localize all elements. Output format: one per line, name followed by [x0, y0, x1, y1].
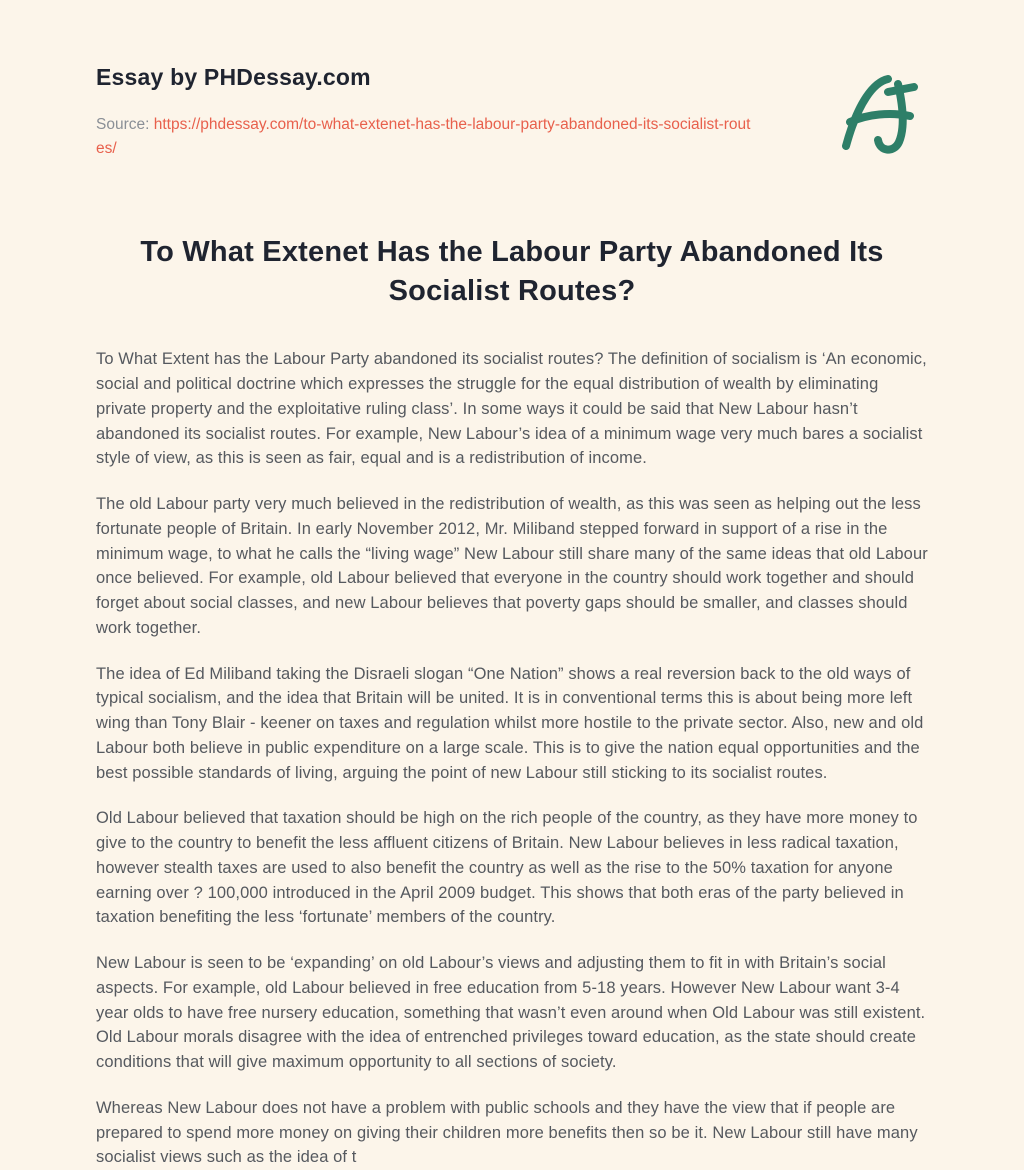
essay-paragraph: Old Labour believed that taxation should be high on the rich people of the country, as they have more money to give to the country to benefit the less affluent citizens of Britain. New Labour believes in less radical taxation, however stealth taxes are used to also benefit the country as well as the rise to the 50% taxation for anyone earning over ? 100,000 introduced in the April 2009 budget. This shows that both eras of the party believed in taxation benefiting the less ‘fortunate’ members of the country. [96, 809, 918, 927]
source-line [96, 113, 756, 161]
essay-title: To What Extenet Has the Labour Party Abandoned Its Socialist Routes? [140, 236, 884, 308]
essay-paragraph: New Labour is seen to be ‘expanding’ on old Labour’s views and adjusting them to fit in with Britain’s social aspects. For example, old Labour believed in free education from 5-18 years. However New Labour want 3-4 year olds to have free nursery education, something that wasn’t even around when Old Labour was still existent. Old Labour morals disagree with the idea of entrenched privileges toward education, as the state should create conditions that will give maximum opportunity to all sections of society. [96, 954, 926, 1072]
essay-body [96, 347, 928, 1170]
essay-paragraph: Whereas New Labour does not have a problem with public schools and they have the view that if people are prepared to spend more money on giving their children more benefits then so be it. New Labour still have many socialist views such as the idea of t [96, 1098, 918, 1167]
source-url-link[interactable]: https://phdessay.com/to-what-extenet-has-the-labour-party-abandoned-its-socialist-routes/ [96, 116, 751, 158]
essay-paragraph: The idea of Ed Miliband taking the Disraeli slogan “One Nation” shows a real reversion back to the old ways of typical socialism, and the idea that Britain will be united. It is in conventional terms this is about being more left wing than Tony Blair - keener on taxes and regulation whilst more hostile to the private sector. Also, new and old Labour both believe in public expenditure on a large scale. This is to give the nation equal opportunities and the best possible standards of living, arguing the point of new Labour still sticking to its socialist routes. [96, 664, 924, 782]
a-plus-logo-icon [838, 72, 924, 164]
page-header [96, 64, 928, 161]
essay-paragraph: The old Labour party very much believed in the redistribution of wealth, as this was seen as helping out the less fortunate people of Britain. In early November 2012, Mr. Miliband stepped forward in support of a rise in the minimum wage, to what he calls the “living wage” New Labour still share many of the same ideas that old Labour once believed. For example, old Labour believed that everyone in the country should work together and should forget about social classes, and new Labour believes that poverty gaps should be smaller, and classes should work together. [96, 495, 928, 637]
site-title: Essay by PHDessay.com [96, 64, 371, 90]
source-label: Source: [96, 116, 150, 133]
phdessay-logo [838, 72, 924, 164]
essay-paragraph: To What Extent has the Labour Party abandoned its socialist routes? The definition of socialism is ‘An economic, social and political doctrine which expresses the struggle for the equal distribution of wealth by eliminating private property and the exploitative ruling class’. In some ways it could be said that New Labour hasn’t abandoned its socialist routes. For example, New Labour’s idea of a minimum wage very much bares a socialist style of view, as this is seen as fair, equal and is a redistribution of income. [96, 350, 927, 468]
